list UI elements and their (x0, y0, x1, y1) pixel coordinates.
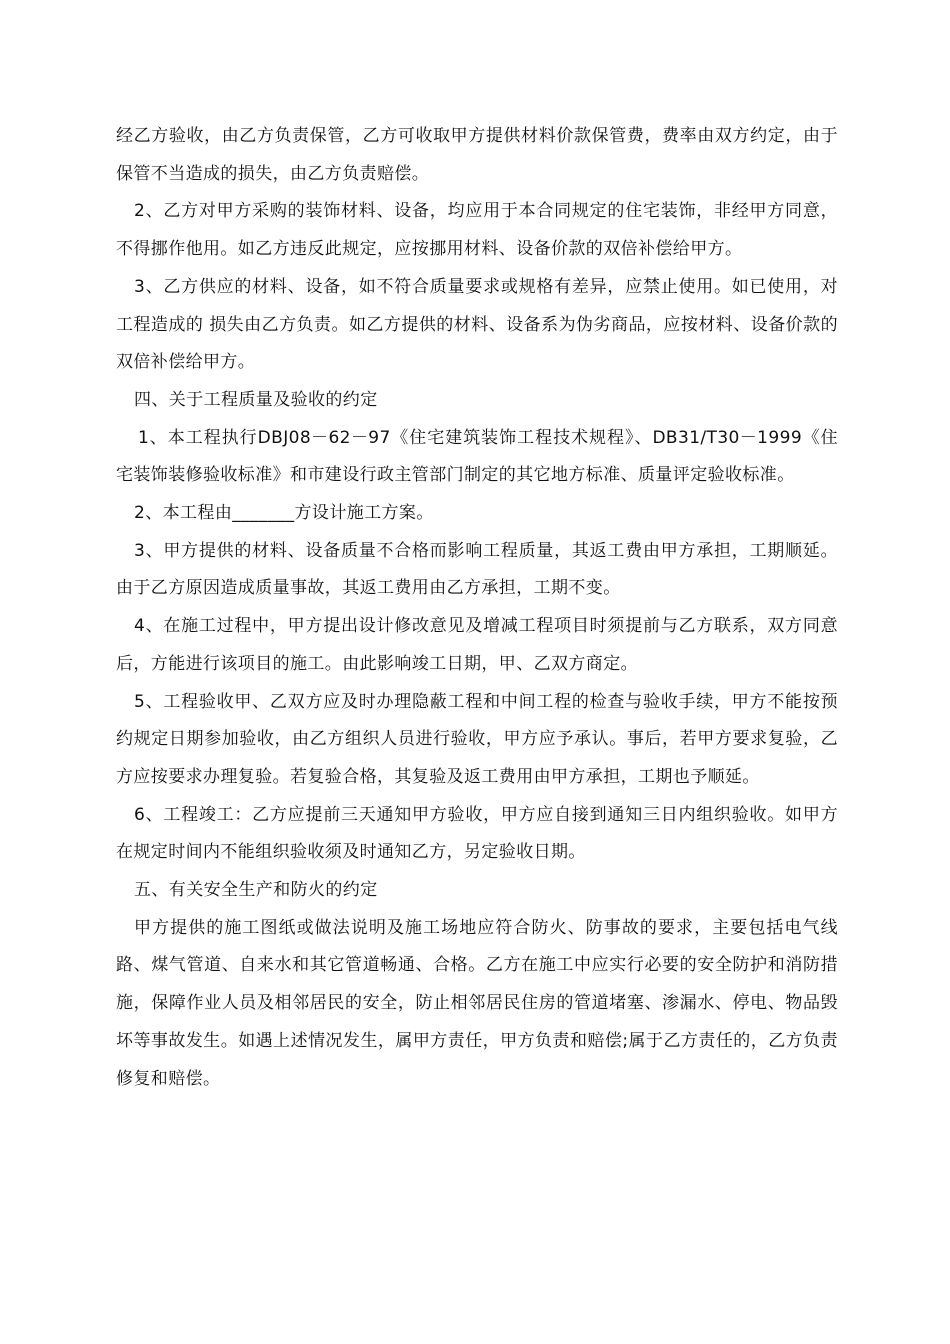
document-body (116, 118, 838, 1098)
paragraph-clause-2-material-use: 2、乙方对甲方采购的装饰材料、设备，均应用于本合同规定的住宅装饰，非经甲方同意，不得挪作他用。如乙方违反此规定，应按挪用材料、设备价款的双倍补偿给甲方。 (116, 201, 838, 260)
paragraph-safety-requirements: 甲方提供的施工图纸或做法说明及施工场地应符合防火、防事故的要求，主要包括电气线路、煤气管道、自来水和其它管道畅通、合格。乙方在施工中应实行必要的安全防护和消防措施，保障作业人员及相邻居民的安全，防止相邻居民住房的管道堵塞、渗漏水、停电、物品毁坏等事故发生。如遇上述情况发生，属甲方责任，甲方负责和赔偿;属于乙方责任的，乙方负责修复和赔偿。 (116, 917, 838, 1089)
section-heading-quality-acceptance: 四、关于工程质量及验收的约定 (134, 389, 378, 410)
paragraph-quality-4-design-change: 4、在施工过程中，甲方提出设计修改意见及增减工程项目时须提前与乙方联系，双方同意后，方能进行该项目的施工。由此影响竣工日期，甲、乙双方商定。 (116, 616, 838, 674)
paragraph-quality-2-design: 2、本工程由_______方设计施工方案。 (134, 503, 434, 524)
paragraph-storage-clause-end: 经乙方验收，由乙方负责保管，乙方可收取甲方提供材料价款保管费，费率由双方约定，由于保管不当造成的损失，由乙方负责赔偿。 (116, 126, 838, 184)
section-heading-safety-fire: 五、有关安全生产和防火的约定 (134, 880, 378, 901)
paragraph-quality-5-inspection: 5、工程验收甲、乙双方应及时办理隐蔽工程和中间工程的检查与验收手续，甲方不能按预约规定日期参加验收，由乙方组织人员进行验收，甲方应予承认。事后，若甲方要求复验，乙方应按要求办理复验。若复验合格，其复验及返工费用由甲方承担，工期也予顺延。 (116, 691, 838, 787)
paragraph-clause-3-material-quality: 3、乙方供应的材料、设备，如不符合质量要求或规格有差异，应禁止使用。如已使用，对工程造成的 损失由乙方负责。如乙方提供的材料、设备系为伪劣商品，应按材料、设备价款的双倍补偿给甲方。 (116, 276, 838, 373)
paragraph-quality-6-completion: 6、工程竣工：乙方应提前三天通知甲方验收，甲方应自接到通知三日内组织验收。如甲方在规定时间内不能组织验收须及时通知乙方，另定验收日期。 (116, 804, 838, 863)
paragraph-quality-1-standards: 1、本工程执行DBJ08－62－97《住宅建筑装饰工程技术规程》、DB31/T30－1999《住宅装饰装修验收标准》和市建设行政主管部门制定的其它地方标准、质量评定验收标准。 (116, 427, 838, 486)
paragraph-quality-3-rework: 3、甲方提供的材料、设备质量不合格而影响工程质量，其返工费由甲方承担，工期顺延。由于乙方原因造成质量事故，其返工费用由乙方承担，工期不变。 (116, 540, 838, 599)
